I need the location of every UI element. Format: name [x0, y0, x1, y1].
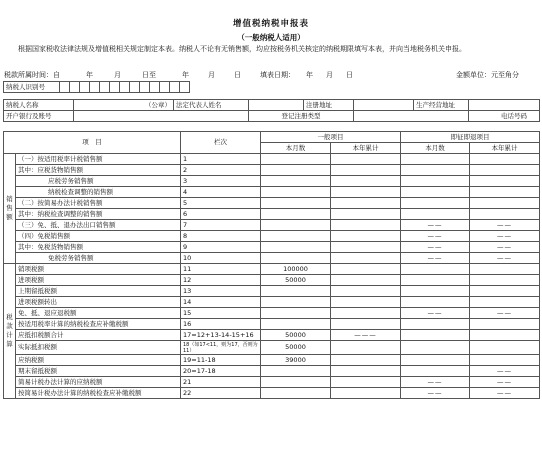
refund-ytd-cell[interactable]: —— [470, 308, 540, 319]
table-row [4, 297, 540, 308]
row-label: 免税劳务销售额 [16, 253, 181, 264]
general-cur-cell[interactable] [261, 209, 331, 220]
row-line-number: 11 [181, 264, 261, 275]
id-digit-box[interactable] [70, 82, 80, 93]
general-ytd-header: 本年累计 [331, 143, 401, 154]
id-digit-box[interactable] [180, 82, 190, 93]
general-ytd-cell[interactable] [331, 220, 401, 231]
refund-ytd-cell[interactable] [470, 275, 540, 286]
row-label: 上期留抵税额 [16, 286, 181, 297]
general-cur-cell[interactable] [261, 231, 331, 242]
reg-addr-field[interactable] [354, 100, 414, 111]
id-digit-box[interactable] [110, 82, 120, 93]
refund-cur-cell[interactable] [401, 366, 470, 377]
row-line-number: 16 [181, 319, 261, 330]
row-label: 进项税额转出 [16, 297, 181, 308]
bank-field[interactable] [74, 111, 249, 122]
general-ytd-cell[interactable] [331, 308, 401, 319]
general-ytd-cell[interactable] [331, 319, 401, 330]
general-cur-cell[interactable]: 50000 [261, 341, 331, 355]
table-row [4, 355, 540, 366]
fill-month: 月 [326, 71, 333, 79]
row-label: 其中：纳税检查调整的销售额 [16, 209, 181, 220]
general-cur-cell[interactable] [261, 165, 331, 176]
general-cur-cell[interactable] [261, 220, 331, 231]
row-line-number: 3 [181, 176, 261, 187]
row-line-number: 21 [181, 377, 261, 388]
seal-note: （公章） [145, 100, 171, 109]
table-row [4, 388, 540, 399]
period-to-year: 年 [182, 71, 189, 79]
refund-cur-cell[interactable] [401, 275, 470, 286]
row-line-number: 18（如17<11，则为17，否则为11） [181, 341, 261, 355]
refund-header: 即征即退项目 [401, 132, 540, 143]
row-line-number: 2 [181, 165, 261, 176]
id-digit-box[interactable] [100, 82, 110, 93]
row-label: 免、抵、退应退税额 [16, 308, 181, 319]
legal-rep-label: 法定代表人姓名 [174, 100, 249, 111]
period-from-month: 月 [114, 71, 121, 79]
refund-cur-cell[interactable] [401, 330, 470, 341]
row-line-number: 22 [181, 388, 261, 399]
period-to-day: 日 [234, 71, 241, 79]
refund-ytd-cell[interactable] [470, 209, 540, 220]
general-cur-cell[interactable]: 50000 [261, 330, 331, 341]
general-ytd-cell[interactable] [331, 377, 401, 388]
table-row [4, 264, 540, 275]
row-line-number: 1 [181, 154, 261, 165]
row-line-number: 19=11-18 [181, 355, 261, 366]
table-row [4, 308, 540, 319]
row-line-number: 7 [181, 220, 261, 231]
general-cur-cell[interactable] [261, 286, 331, 297]
general-cur-cell[interactable]: 39000 [261, 355, 331, 366]
general-ytd-cell[interactable] [331, 275, 401, 286]
intro-text: 根据国家税收法律法规及增值税相关规定制定本表。纳税人不论有无销售额，均应按税务机关核定的纳税期限填写本表，并向当地税务机关申报。 [18, 45, 466, 53]
refund-cur-cell[interactable] [401, 154, 470, 165]
refund-cur-cell[interactable]: —— [401, 220, 470, 231]
row-label: （二）按简易办法计税销售额 [16, 198, 181, 209]
general-ytd-cell[interactable] [331, 297, 401, 308]
refund-cur-cell[interactable]: —— [401, 308, 470, 319]
general-cur-cell[interactable] [261, 176, 331, 187]
general-cur-cell[interactable] [261, 377, 331, 388]
general-ytd-cell[interactable] [331, 388, 401, 399]
row-label: 纳税检查调整的销售额 [16, 187, 181, 198]
general-cur-cell[interactable] [261, 253, 331, 264]
id-digit-box[interactable] [170, 82, 180, 93]
general-cur-cell[interactable] [261, 366, 331, 377]
row-line-number: 12 [181, 275, 261, 286]
refund-ytd-cell[interactable] [470, 187, 540, 198]
form-subtitle: （一般纳税人适用） [237, 33, 305, 42]
table-row [4, 286, 540, 297]
fill-date-label: 填表日期： [260, 71, 295, 79]
table-row [4, 209, 540, 220]
table-row [4, 330, 540, 341]
reg-addr-label: 注册地址 [304, 100, 354, 111]
refund-cur-cell[interactable] [401, 198, 470, 209]
row-line-number: 8 [181, 231, 261, 242]
row-label: 按适用税率计算的纳税检查应补缴税额 [16, 319, 181, 330]
table-row [4, 275, 540, 286]
table-row [4, 198, 540, 209]
fill-day: 日 [346, 71, 353, 79]
row-line-number: 20=17-18 [181, 366, 261, 377]
table-row [4, 366, 540, 377]
general-cur-cell[interactable] [261, 319, 331, 330]
general-ytd-cell[interactable]: ——— [331, 330, 401, 341]
taxpayer-info [3, 99, 540, 122]
row-line-number: 10 [181, 253, 261, 264]
row-line-number: 6 [181, 209, 261, 220]
row-label: 应纳税额 [16, 355, 181, 366]
refund-cur-cell[interactable] [401, 264, 470, 275]
refund-ytd-cell[interactable] [470, 330, 540, 341]
table-row [4, 377, 540, 388]
refund-ytd-cell[interactable]: —— [470, 231, 540, 242]
refund-ytd-cell[interactable] [470, 355, 540, 366]
general-ytd-cell[interactable] [331, 366, 401, 377]
general-cur-cell[interactable]: 50000 [261, 275, 331, 286]
general-cur-cell[interactable] [261, 154, 331, 165]
table-row [4, 231, 540, 242]
refund-ytd-cell[interactable] [470, 176, 540, 187]
item-header: 项 目 [4, 132, 181, 154]
refund-ytd-cell[interactable] [470, 286, 540, 297]
refund-cur-cell[interactable]: —— [401, 388, 470, 399]
id-digit-box[interactable] [80, 82, 90, 93]
row-label: （一）按适用税率计税销售额 [16, 154, 181, 165]
id-digit-box[interactable] [130, 82, 140, 93]
row-label: 应税劳务销售额 [16, 176, 181, 187]
refund-ytd-header: 本年累计 [470, 143, 540, 154]
id-digit-box[interactable] [90, 82, 100, 93]
refund-cur-cell[interactable]: —— [401, 231, 470, 242]
reg-type-field[interactable] [354, 111, 469, 122]
id-digit-box[interactable] [60, 82, 70, 93]
general-cur-cell[interactable] [261, 198, 331, 209]
taxpayer-id-row [3, 81, 190, 93]
table-row [4, 176, 540, 187]
row-label: （三）免、抵、退办法出口销售额 [16, 220, 181, 231]
refund-ytd-cell[interactable]: —— [470, 242, 540, 253]
refund-cur-cell[interactable] [401, 341, 470, 355]
row-label: 期末留抵税额 [16, 366, 181, 377]
row-line-number: 14 [181, 297, 261, 308]
currency-unit: 金额单位：元至角分 [456, 71, 519, 79]
taxpayer-id-label: 纳税人识别号 [4, 82, 60, 93]
row-line-number: 5 [181, 198, 261, 209]
general-ytd-cell[interactable] [331, 176, 401, 187]
general-cur-cell[interactable] [261, 388, 331, 399]
general-cur-cell[interactable]: 100000 [261, 264, 331, 275]
row-label: 应抵扣税额合计 [16, 330, 181, 341]
biz-addr-label: 生产经营地址 [414, 100, 469, 111]
refund-ytd-cell[interactable]: —— [470, 220, 540, 231]
general-ytd-cell[interactable] [331, 209, 401, 220]
taxpayer-name-field[interactable] [74, 100, 174, 111]
row-line-number: 15 [181, 308, 261, 319]
bank-label: 开户银行及账号 [4, 111, 74, 122]
refund-ytd-cell[interactable] [470, 264, 540, 275]
refund-cur-header: 本月数 [401, 143, 470, 154]
general-ytd-cell[interactable] [331, 231, 401, 242]
period-from-day: 日至 [142, 71, 156, 79]
row-label: 进项税额 [16, 275, 181, 286]
row-label: 其中：免税货物销售额 [16, 242, 181, 253]
general-ytd-cell[interactable] [331, 355, 401, 366]
general-cur-cell[interactable] [261, 308, 331, 319]
general-ytd-cell[interactable] [331, 253, 401, 264]
refund-ytd-cell[interactable] [470, 165, 540, 176]
table-row [4, 165, 540, 176]
general-cur-header: 本月数 [261, 143, 331, 154]
refund-ytd-cell[interactable] [470, 319, 540, 330]
row-label: 实际抵扣税额 [16, 341, 181, 355]
id-digit-box[interactable] [120, 82, 130, 93]
table-row [4, 187, 540, 198]
refund-ytd-cell[interactable]: —— [470, 253, 540, 264]
row-line-number: 17=12+13-14-15+16 [181, 330, 261, 341]
general-ytd-cell[interactable] [331, 242, 401, 253]
refund-cur-cell[interactable] [401, 319, 470, 330]
refund-ytd-cell[interactable] [470, 297, 540, 308]
row-line-number: 9 [181, 242, 261, 253]
refund-ytd-cell[interactable] [470, 154, 540, 165]
id-digit-box[interactable] [140, 82, 150, 93]
general-ytd-cell[interactable] [331, 154, 401, 165]
refund-cur-cell[interactable] [401, 187, 470, 198]
id-digit-box[interactable] [150, 82, 160, 93]
general-ytd-cell[interactable] [331, 341, 401, 355]
sales-group-label: 销售额 [4, 154, 16, 264]
phone-cell [469, 111, 540, 122]
refund-ytd-cell[interactable]: —— [470, 377, 540, 388]
general-ytd-cell[interactable] [331, 264, 401, 275]
row-line-number: 4 [181, 187, 261, 198]
refund-ytd-cell[interactable]: —— [470, 366, 540, 377]
general-ytd-cell[interactable] [331, 286, 401, 297]
general-cur-cell[interactable] [261, 187, 331, 198]
refund-cur-cell[interactable] [401, 286, 470, 297]
main-table [3, 131, 540, 399]
refund-cur-cell[interactable]: —— [401, 377, 470, 388]
phone-label: 电话号码 [501, 111, 527, 120]
form-intro [4, 44, 538, 54]
refund-cur-cell[interactable] [401, 209, 470, 220]
refund-cur-cell[interactable] [401, 297, 470, 308]
row-label: 其中：应税货物销售额 [16, 165, 181, 176]
table-row [4, 242, 540, 253]
refund-cur-cell[interactable]: —— [401, 253, 470, 264]
general-cur-cell[interactable] [261, 297, 331, 308]
general-ytd-cell[interactable] [331, 187, 401, 198]
general-ytd-cell[interactable] [331, 165, 401, 176]
taxpayer-name-label: 纳税人名称 [4, 100, 74, 111]
row-label: （四）免税销售额 [16, 231, 181, 242]
refund-cur-cell[interactable] [401, 355, 470, 366]
fill-year: 年 [306, 71, 313, 79]
row-line-number: 13 [181, 286, 261, 297]
row-label: 按简易计税办法计算的纳税检查应补缴税额 [16, 388, 181, 399]
period-label: 税款所属时间：自 [4, 71, 60, 79]
refund-ytd-cell[interactable] [470, 341, 540, 355]
refund-cur-cell[interactable]: —— [401, 242, 470, 253]
table-row [4, 319, 540, 330]
table-row [4, 220, 540, 231]
row-label: 销项税额 [16, 264, 181, 275]
refund-ytd-cell[interactable] [470, 198, 540, 209]
period-to-month: 月 [208, 71, 215, 79]
table-row [4, 253, 540, 264]
period-line [4, 70, 538, 80]
general-cur-cell[interactable] [261, 242, 331, 253]
biz-addr-field[interactable] [469, 100, 540, 111]
tax-group-label: 税款计算 [4, 264, 16, 399]
refund-cur-cell[interactable] [401, 165, 470, 176]
form-title: 增值税纳税申报表 [232, 19, 309, 29]
general-header: 一般项目 [261, 132, 401, 143]
legal-rep-field[interactable] [249, 100, 304, 111]
general-ytd-cell[interactable] [331, 198, 401, 209]
reg-type-label: 登记注册类型 [249, 111, 354, 122]
table-row [4, 341, 540, 355]
table-row [4, 154, 540, 165]
refund-ytd-cell[interactable]: —— [470, 388, 540, 399]
refund-cur-cell[interactable] [401, 176, 470, 187]
id-digit-box[interactable] [160, 82, 170, 93]
row-label: 简易计税办法计算的应纳税额 [16, 377, 181, 388]
line-header: 栏次 [181, 132, 261, 154]
period-from-year: 年 [86, 71, 93, 79]
